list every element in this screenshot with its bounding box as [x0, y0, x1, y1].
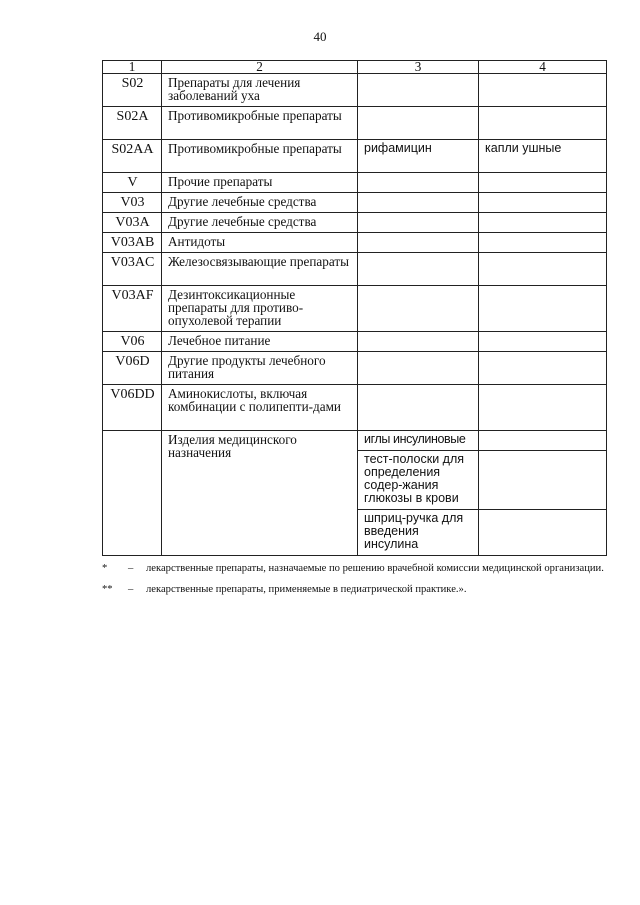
column-header: 1 — [103, 61, 162, 74]
drug-table — [102, 60, 607, 556]
table-row — [103, 140, 607, 173]
device-code — [103, 431, 162, 556]
atc-code: V03A — [103, 213, 162, 233]
footnote — [102, 583, 608, 597]
atc-code: V03AB — [103, 233, 162, 253]
dosage-form — [479, 352, 607, 385]
table-row — [103, 286, 607, 332]
device-name: иглы инсулиновые — [358, 431, 479, 451]
table-row — [103, 352, 607, 385]
dosage-form — [479, 107, 607, 140]
drug-name — [358, 193, 479, 213]
atc-code: V03AC — [103, 253, 162, 286]
column-header: 4 — [479, 61, 607, 74]
device-row — [103, 431, 607, 451]
drug-name: рифамицин — [358, 140, 479, 173]
group-name: Дезинтоксикационные препараты для противо-опухолевой терапии — [162, 286, 358, 332]
table-row — [103, 173, 607, 193]
atc-code: S02 — [103, 74, 162, 107]
group-name: Препараты для лечения заболеваний уха — [162, 74, 358, 107]
dosage-form — [479, 193, 607, 213]
dosage-form — [479, 253, 607, 286]
group-name: Противомикробные препараты — [162, 140, 358, 173]
group-name: Противомикробные препараты — [162, 107, 358, 140]
dosage-form — [479, 385, 607, 431]
footnote-dash: – — [128, 584, 134, 595]
group-name: Прочие препараты — [162, 173, 358, 193]
atc-code: V03AF — [103, 286, 162, 332]
group-name: Другие лечебные средства — [162, 193, 358, 213]
atc-code: V06D — [103, 352, 162, 385]
table-row — [103, 253, 607, 286]
table-row — [103, 332, 607, 352]
column-header: 2 — [162, 61, 358, 74]
table-header-row — [103, 61, 607, 74]
drug-name — [358, 385, 479, 431]
table-row — [103, 193, 607, 213]
dosage-form — [479, 74, 607, 107]
footnote-text: лекарственные препараты, назначаемые по решению врачебной комиссии медицинской организации. — [146, 563, 604, 574]
group-name: Аминокислоты, включая комбинации с полипепти-дами — [162, 385, 358, 431]
device-group-name: Изделия медицинского назначения — [162, 431, 358, 556]
device-name: тест-полоски для определения содер-жания глюкозы в крови — [358, 451, 479, 510]
atc-code: V06DD — [103, 385, 162, 431]
table-row — [103, 385, 607, 431]
table-row — [103, 213, 607, 233]
atc-code: V06 — [103, 332, 162, 352]
atc-code: V — [103, 173, 162, 193]
drug-name — [358, 352, 479, 385]
group-name: Железосвязывающие препараты — [162, 253, 358, 286]
group-name: Лечебное питание — [162, 332, 358, 352]
device-form — [479, 451, 607, 510]
footnote-text: лекарственные препараты, применяемые в педиатрической практике.». — [146, 584, 467, 595]
dosage-form — [479, 173, 607, 193]
dosage-form — [479, 286, 607, 332]
atc-code: S02AA — [103, 140, 162, 173]
drug-name — [358, 74, 479, 107]
device-form — [479, 510, 607, 556]
footnote-dash: – — [128, 563, 134, 574]
table-row — [103, 107, 607, 140]
dosage-form: капли ушные — [479, 140, 607, 173]
drug-name — [358, 253, 479, 286]
footnote — [102, 562, 608, 576]
dosage-form — [479, 213, 607, 233]
group-name: Другие лечебные средства — [162, 213, 358, 233]
drug-name — [358, 233, 479, 253]
drug-name — [358, 107, 479, 140]
group-name: Антидоты — [162, 233, 358, 253]
column-header: 3 — [358, 61, 479, 74]
footnote-mark: * — [102, 563, 108, 574]
drug-name — [358, 213, 479, 233]
atc-code: V03 — [103, 193, 162, 213]
footnotes — [102, 562, 608, 604]
footnote-mark: ** — [102, 584, 113, 595]
drug-name — [358, 286, 479, 332]
dosage-form — [479, 332, 607, 352]
drug-name — [358, 332, 479, 352]
page-number: 40 — [313, 29, 327, 44]
device-form — [479, 431, 607, 451]
device-name: шприц-ручка для введения инсулина — [358, 510, 479, 556]
table-row — [103, 233, 607, 253]
drug-name — [358, 173, 479, 193]
group-name: Другие продукты лечебного питания — [162, 352, 358, 385]
atc-code: S02A — [103, 107, 162, 140]
table-row — [103, 74, 607, 107]
dosage-form — [479, 233, 607, 253]
